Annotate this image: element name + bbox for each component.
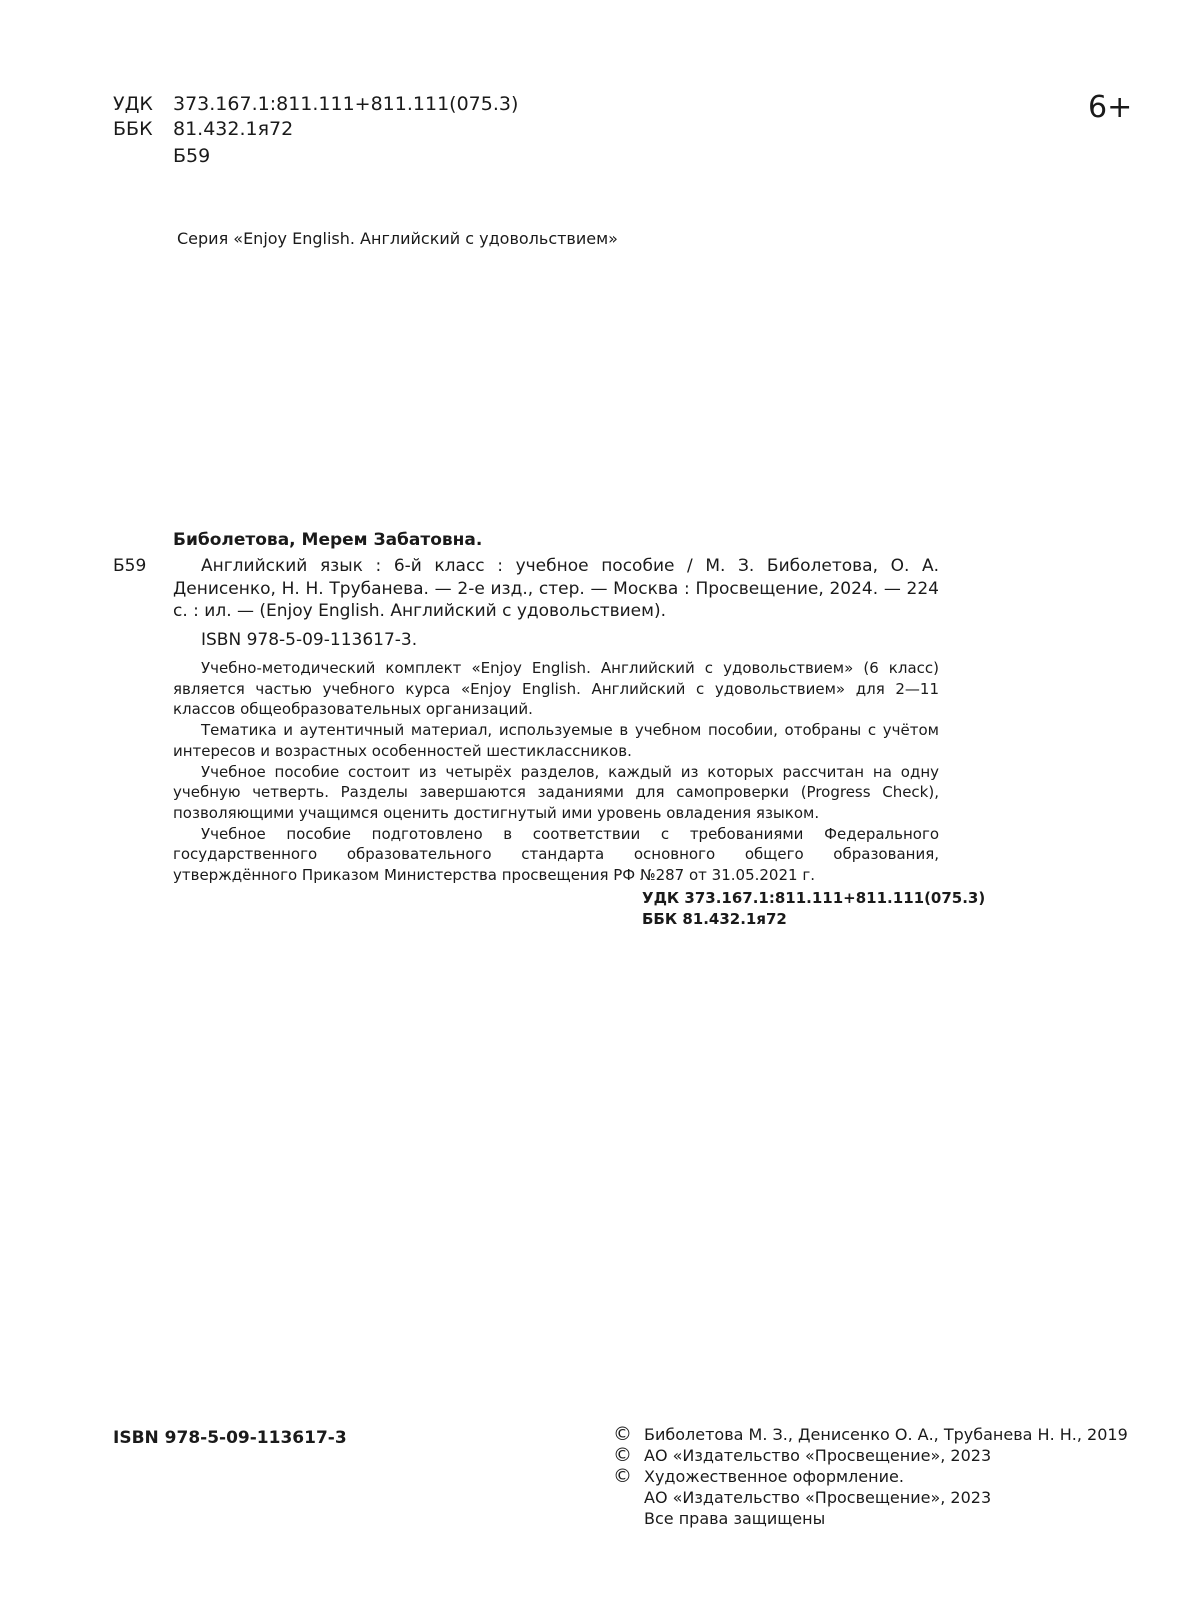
copyright-design: Художественное оформление. xyxy=(644,1467,904,1486)
annotation-paragraph: Учебно-методический комплект «Enjoy English. Английский с удовольствием» (6 класс) является частью учебного курса «Enjoy English. Английский с удовольствием» для 2—11 классов общеобразовательных организаций. xyxy=(173,659,939,719)
card-annotation xyxy=(173,658,939,886)
copyright-line xyxy=(613,1445,1128,1466)
series-title: Серия «Enjoy English. Английский с удовольствием» xyxy=(177,229,618,248)
copyright-authors: Биболетова М. З., Денисенко О. А., Трубанева Н. Н., 2019 xyxy=(644,1425,1128,1444)
card-author-mark: Б59 xyxy=(113,556,147,576)
card-udk: УДК 373.167.1:811.111+811.111(075.3) xyxy=(642,889,986,907)
annotation-paragraph: Учебное пособие подготовлено в соответствии с требованиями Федерального государственного образовательного стандарта основного общего образования, утверждённого Приказом Министерства просвещения РФ №287 от 31.05.2021 г. xyxy=(173,824,939,885)
annotation-paragraph: Учебное пособие состоит из четырёх разделов, каждый из которых рассчитан на одну учебную четверть. Разделы завершаются заданиями для самопроверки (Progress Check), позволяющими учащимся оценить достигнутый ими уровень овладения языком. xyxy=(173,762,939,822)
card-isbn: ISBN 978-5-09-113617-3. xyxy=(201,630,418,650)
bbk-label: ББК xyxy=(113,118,153,140)
copyright-line xyxy=(613,1466,1128,1487)
copyright-design-publisher: АО «Издательство «Просвещение», 2023 xyxy=(644,1488,992,1507)
age-rating: 6+ xyxy=(1088,90,1133,125)
card-codes xyxy=(642,888,985,930)
annotation-paragraph: Тематика и аутентичный материал, используемые в учебном пособии, отобраны с учётом интересов и возрастных особенностей шестиклассников. xyxy=(173,721,939,760)
copyright-icon: © xyxy=(613,1465,632,1487)
copyright-icon: © xyxy=(613,1423,632,1445)
copyright-icon: © xyxy=(613,1444,632,1466)
author-mark-row xyxy=(0,144,800,169)
copyright-line xyxy=(613,1424,1128,1445)
udk-label: УДК xyxy=(113,93,153,115)
copyright-publisher: АО «Издательство «Просвещение», 2023 xyxy=(644,1446,992,1465)
isbn-main: ISBN 978-5-09-113617-3 xyxy=(113,1428,347,1448)
card-author: Биболетова, Мерем Забатовна. xyxy=(173,530,483,550)
copyright-line xyxy=(613,1508,1128,1529)
udk-value: 373.167.1:811.111+811.111(075.3) xyxy=(173,93,519,115)
rights-reserved: Все права защищены xyxy=(644,1509,826,1528)
copyright-line xyxy=(613,1487,1128,1508)
udk-row xyxy=(0,92,800,117)
card-description: Английский язык : 6-й класс : учебное пособие / М. З. Биболетова, О. А. Денисенко, Н. Н. Трубанева. — 2-е изд., стер. — Москва : Просвещение, 2024. — 224 с. : ил. — (Enjoy English. Английский с удовольствием). xyxy=(173,556,939,621)
bbk-row xyxy=(0,117,800,142)
copyright-block xyxy=(613,1424,1128,1529)
author-mark: Б59 xyxy=(173,145,211,167)
bbk-value: 81.432.1я72 xyxy=(173,118,294,140)
card-bbk: ББК 81.432.1я72 xyxy=(642,910,787,928)
